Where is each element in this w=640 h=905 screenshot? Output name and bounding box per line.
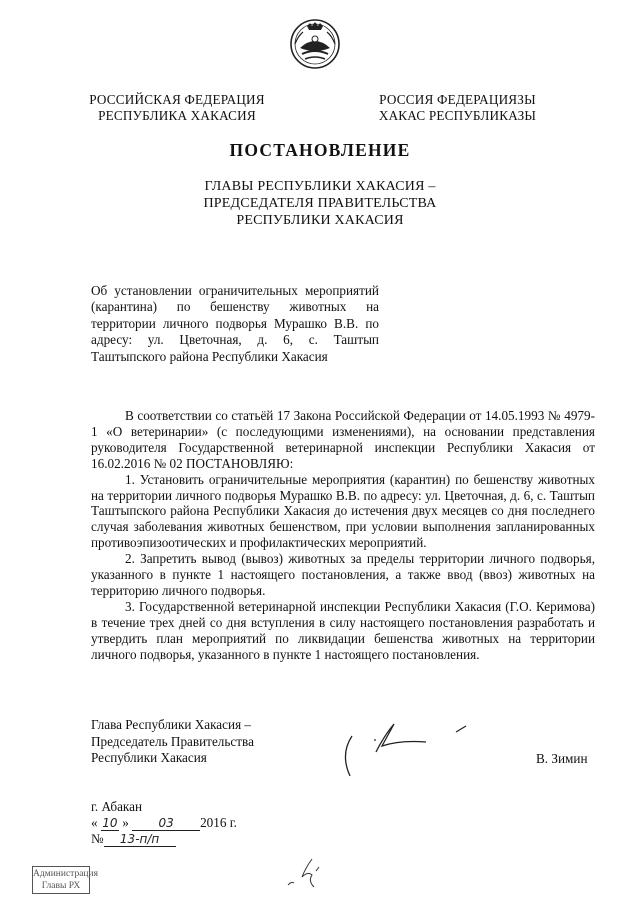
date-day: 10 <box>102 816 118 830</box>
document-subtitle <box>0 178 640 229</box>
signatory-line2: Председатель Правительства <box>91 733 254 749</box>
stamp-line1: Администрация <box>33 869 98 879</box>
subtitle-line1: ГЛАВЫ РЕСПУБЛИКИ ХАКАСИЯ – <box>204 179 436 194</box>
subtitle-line3: РЕСПУБЛИКИ ХАКАСИЯ <box>236 213 404 228</box>
header-right <box>365 92 550 124</box>
handwritten-initials <box>282 855 332 895</box>
date-quote-close: » <box>122 815 129 830</box>
signatory-name: В. Зимин <box>536 751 588 766</box>
city: г. Абакан <box>91 799 143 814</box>
header-left <box>82 92 272 124</box>
registry-stamp <box>32 866 98 894</box>
signatory-title <box>91 717 254 767</box>
subtitle-line2: ПРЕДСЕДАТЕЛЯ ПРАВИТЕЛЬСТВА <box>203 196 437 211</box>
body-preamble: В соответствии со статьёй 17 Закона Российской Федерации от 14.05.1993 № 4979-1 «О ветеринарии» (с последующими изменениями), на основании представления руководителя Государственной ветеринарной инспекции Республики Хакасия от 16.02.2016 № 02 ПОСТАНОВЛЯЮ: <box>91 408 595 471</box>
header-left-line2: РЕСПУБЛИКА ХАКАСИЯ <box>98 108 256 123</box>
signatory-line1: Глава Республики Хакасия – <box>91 717 252 732</box>
number-prefix: № <box>91 831 104 846</box>
body-item-1: 1. Установить ограничительные мероприятия (карантин) по бешенству животных на территории личного подворья Мурашко В.В. по адресу: ул. Цветочная, д. 6, с. Таштып Таштыпского района Республики Хакасия до истечения двух месяцев со дня последнего случая заболевания животных бешенством, при условии выполнения запланированных противоэпизоотических и профилактических мероприятий. <box>91 471 595 551</box>
coat-of-arms-emblem <box>289 18 341 70</box>
document-date <box>91 815 237 831</box>
date-month: 03 <box>132 816 200 831</box>
document-title: ПОСТАНОВЛЕНИЕ <box>229 140 411 160</box>
body-item-2: 2. Запретить вывод (вывоз) животных за пределы территории личного подворья, указанного в пункте 1 настоящего постановления, а также ввод (ввоз) животных на территорию личного подворья. <box>91 551 595 598</box>
document-number <box>91 831 176 847</box>
signatory-line3: Республики Хакасия <box>91 750 207 765</box>
stamp-line2: Главы РХ <box>41 881 81 891</box>
date-quote-open: « <box>91 815 98 830</box>
body-item-3: 3. Государственной ветеринарной инспекции Республики Хакасия (Г.О. Керимова) в течение трех дней со дня вступления в силу настоящего постановления разработать и утвердить план мероприятий по ликвидации бешенства животных на территории личного подворья, указанного в пункте 1 настоящего постановления. <box>91 598 595 662</box>
handwritten-signature <box>338 712 478 784</box>
document-subject: Об установлении ограничительных мероприятий (карантина) по бешенству животных на территории личного подворья Мурашко В.В. по адресу: ул. Цветочная, д. 6, с. Таштып Таштыпского района Республики Хакасия <box>91 283 379 364</box>
header-left-line1: РОССИЙСКАЯ ФЕДЕРАЦИЯ <box>89 92 265 107</box>
header-right-line2: ХАКАС РЕСПУБЛИКАЗЫ <box>378 108 537 123</box>
header-right-line1: РОССИЯ ФЕДЕРАЦИЯЗЫ <box>379 92 536 107</box>
date-year: 2016 г. <box>200 815 237 830</box>
document-body <box>91 408 595 663</box>
number-value: 13-п/п <box>104 832 176 847</box>
